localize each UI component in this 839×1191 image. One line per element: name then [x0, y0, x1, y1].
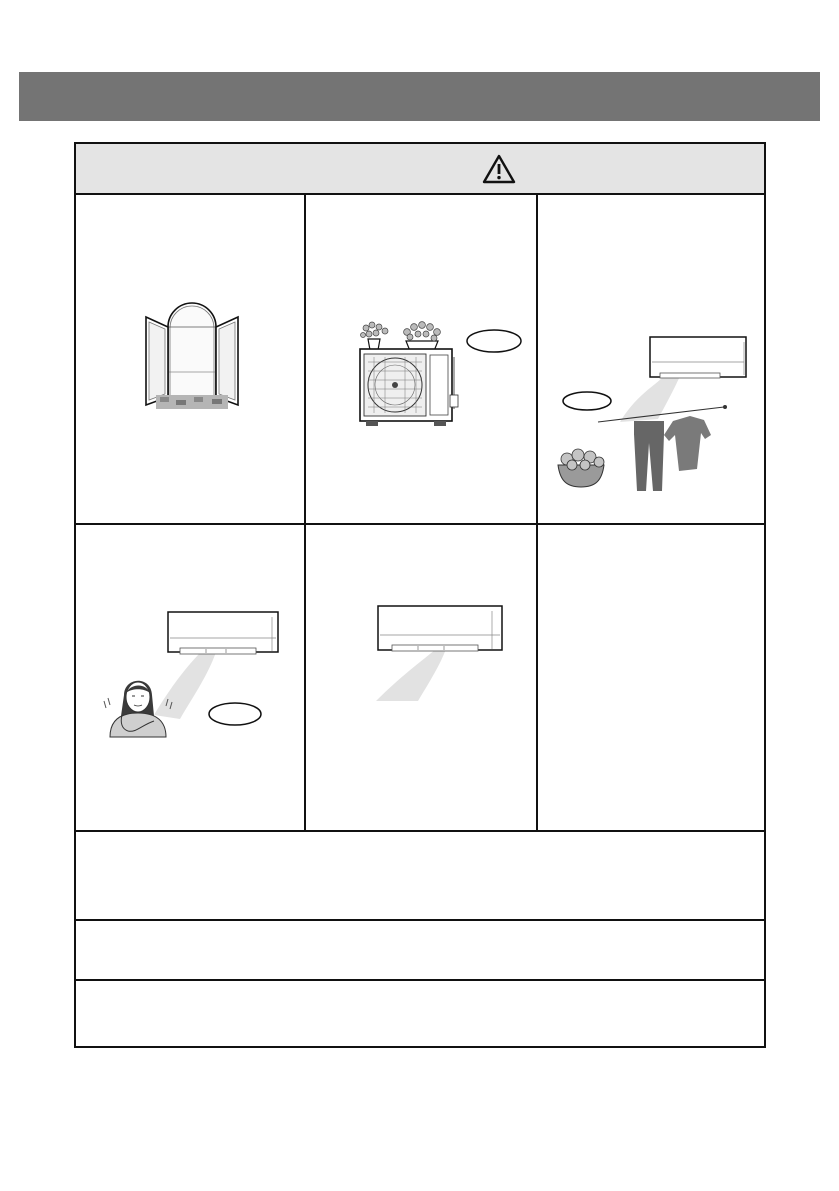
- note-row-1: [76, 832, 764, 919]
- ac-indoor-unit-airflow-icon: [306, 525, 536, 830]
- cell-blank: [538, 525, 766, 830]
- cell-outdoor-unit: [306, 197, 536, 523]
- cell-open-window: [76, 197, 304, 523]
- ac-blowing-on-laundry-and-fruit-icon: [538, 197, 766, 523]
- outdoor-unit-with-plants-icon: [306, 197, 536, 523]
- cell-laundry-fruit: [538, 197, 766, 523]
- note-row-2: [76, 921, 764, 979]
- cell-indoor-airflow: [306, 525, 536, 830]
- ac-blowing-on-person-icon: [76, 525, 304, 830]
- section-header-band: [19, 72, 820, 121]
- table-title-row: [76, 144, 764, 195]
- cell-cold-person: [76, 525, 304, 830]
- open-window-icon: [76, 197, 304, 523]
- note-row-3: [76, 981, 764, 1046]
- caution-table: [74, 142, 766, 1048]
- warning-triangle-icon: [481, 153, 517, 185]
